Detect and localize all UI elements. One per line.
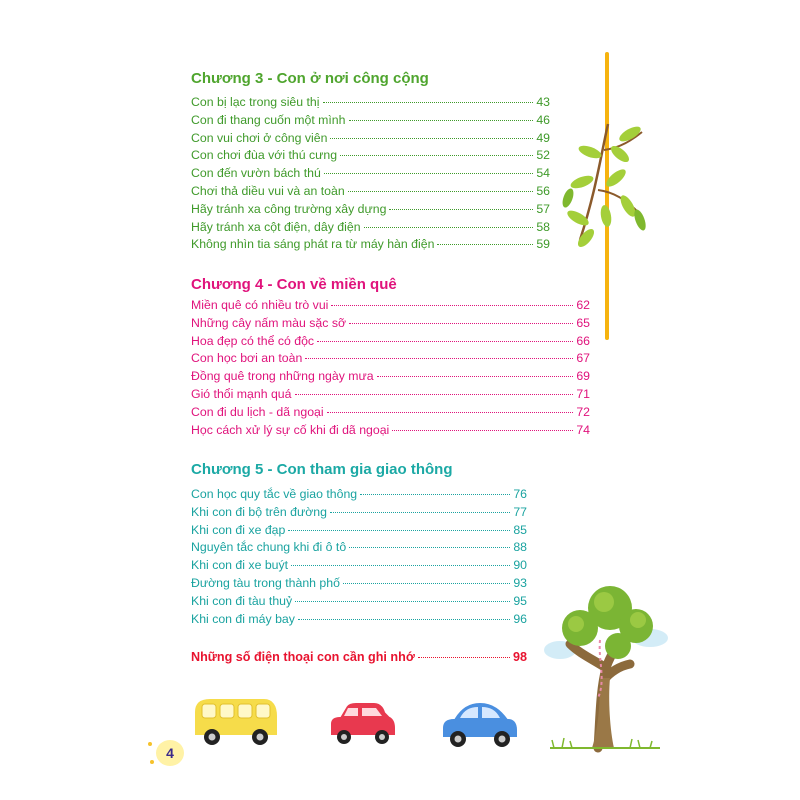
toc-entry[interactable] (191, 333, 590, 351)
toc-entry[interactable] (191, 504, 527, 522)
chapter-3-list (191, 94, 550, 254)
toc-entry-page: 62 (576, 298, 590, 312)
tree-icon (540, 580, 670, 750)
toc-entry-title: Con đi thang cuốn một mình (191, 112, 346, 127)
toc-entry[interactable] (191, 522, 527, 540)
toc-entry[interactable] (191, 649, 527, 667)
toc-entry-title: Khi con đi máy bay (191, 611, 295, 626)
toc-entry[interactable] (191, 386, 590, 404)
toc-leader-dots (360, 494, 510, 495)
toc-entry-title: Đường tàu trong thành phố (191, 575, 340, 590)
toc-leader-dots (317, 341, 573, 342)
toc-entry-title: Con học quy tắc về giao thông (191, 487, 358, 501)
toc-entry-page: 66 (576, 333, 590, 348)
toc-leader-dots (323, 102, 534, 103)
toc-entry-page: 90 (513, 558, 527, 573)
toc-leader-dots (340, 155, 533, 156)
toc-entry-title: Chơi thả diều vui và an toàn (191, 183, 345, 198)
yellow-bus-icon (190, 694, 282, 746)
toc-entry[interactable] (191, 611, 527, 629)
toc-leader-dots (331, 305, 573, 306)
toc-leader-dots (288, 530, 510, 531)
toc-entry[interactable] (191, 94, 550, 112)
toc-entry-page: 88 (513, 540, 527, 555)
toc-entry[interactable] (191, 315, 590, 333)
toc-entry-title: Con học bơi an toàn (191, 351, 303, 366)
toc-entry-title: Những cây nấm màu sặc sỡ (191, 315, 347, 330)
toc-entry-page: 59 (536, 237, 550, 252)
toc-entry[interactable] (191, 404, 590, 422)
toc-entry[interactable] (191, 147, 550, 165)
chapter-4-list (191, 297, 590, 439)
decor-dot (148, 742, 152, 746)
toc-leader-dots (437, 244, 533, 245)
chapter-5-list (191, 486, 527, 628)
toc-entry-title: Con bị lạc trong siêu thị (191, 95, 320, 109)
toc-entry-page: 52 (536, 148, 550, 163)
toc-leader-dots (305, 358, 573, 359)
toc-leader-dots (377, 376, 574, 377)
toc-entry-page: 72 (576, 404, 590, 419)
toc-entry-title: Học cách xử lý sự cố khi đi dã ngoại (191, 422, 390, 437)
toc-entry-page: 71 (576, 386, 590, 401)
toc-entry-title: Con chơi đùa với thú cưng (191, 148, 338, 163)
toc-leader-dots (298, 619, 510, 620)
decor-dot (150, 760, 154, 764)
toc-entry[interactable] (191, 575, 527, 593)
toc-leader-dots (389, 209, 533, 210)
toc-entry-page: 85 (513, 522, 527, 537)
toc-entry-page: 46 (536, 112, 550, 127)
toc-entry-title: Nguyên tắc chung khi đi ô tô (191, 540, 347, 555)
toc-entry-title: Con vui chơi ở công viên (191, 130, 328, 145)
page-number: 4 (156, 740, 184, 766)
chapter-3-title: Chương 3 - Con ở nơi công cộng (191, 70, 429, 87)
toc-leader-dots (349, 120, 534, 121)
toc-leader-dots (349, 323, 573, 324)
toc-leader-dots (348, 191, 534, 192)
toc-entry-title: Con đến vườn bách thú (191, 166, 321, 181)
toc-entry[interactable] (191, 297, 590, 315)
toc-leader-dots (343, 583, 510, 584)
toc-entry[interactable] (191, 539, 527, 557)
toc-leader-dots (330, 138, 533, 139)
toc-entry-page: 98 (512, 650, 527, 664)
toc-entry[interactable] (191, 112, 550, 130)
toc-entry-title: Khi con đi xe đạp (191, 522, 286, 537)
toc-entry-title: Miền quê có nhiều trò vui (191, 298, 329, 312)
toc-entry-page: 67 (576, 351, 590, 366)
toc-entry-title: Khi con đi xe buýt (191, 558, 289, 573)
toc-entry-page: 57 (536, 201, 550, 216)
toc-entry[interactable] (191, 219, 550, 237)
chapter-5-title: Chương 5 - Con tham gia giao thông (191, 461, 453, 478)
red-car-icon (326, 700, 398, 746)
toc-leader-dots (291, 565, 510, 566)
toc-entry-page: 76 (513, 487, 527, 501)
toc-entry[interactable] (191, 486, 527, 504)
toc-entry-page: 77 (513, 504, 527, 519)
toc-entry[interactable] (191, 130, 550, 148)
toc-entry-page: 65 (576, 315, 590, 330)
toc-entry-title: Khi con đi bộ trên đường (191, 504, 327, 519)
toc-entry-title: Không nhìn tia sáng phát ra từ máy hàn điện (191, 237, 435, 252)
phone-numbers-entry (191, 649, 527, 667)
toc-leader-dots (392, 430, 573, 431)
toc-entry-page: 96 (513, 611, 527, 626)
toc-entry[interactable] (191, 368, 590, 386)
toc-entry[interactable] (191, 422, 590, 440)
toc-entry-title: Hãy tránh xa công trường xây dựng (191, 201, 387, 216)
toc-entry-page: 54 (536, 166, 550, 181)
toc-entry-page: 95 (513, 593, 527, 608)
toc-entry-title: Đồng quê trong những ngày mưa (191, 369, 374, 384)
toc-entry-page: 49 (536, 130, 550, 145)
toc-entry-page: 56 (536, 183, 550, 198)
toc-leader-dots (295, 601, 510, 602)
toc-leader-dots (295, 394, 574, 395)
toc-entry-title: Hãy tránh xa cột điện, dây điện (191, 219, 361, 234)
blue-car-icon (438, 700, 522, 748)
toc-entry-page: 43 (536, 95, 550, 109)
toc-entry-title: Khi con đi tàu thuỷ (191, 593, 293, 608)
toc-entry-page: 93 (513, 575, 527, 590)
toc-leader-dots (364, 227, 534, 228)
toc-leader-dots (349, 547, 510, 548)
chapter-4-title: Chương 4 - Con về miền quê (191, 276, 397, 293)
toc-entry-title: Hoa đẹp có thể có độc (191, 333, 315, 348)
toc-entry-title: Gió thổi mạnh quá (191, 386, 292, 401)
toc-entry[interactable] (191, 183, 550, 201)
toc-entry-page: 69 (576, 369, 590, 384)
toc-entry[interactable] (191, 557, 527, 575)
toc-leader-dots (330, 512, 510, 513)
toc-entry[interactable] (191, 350, 590, 368)
toc-entry-title: Con đi du lịch - dã ngoại (191, 404, 324, 419)
toc-entry-page: 74 (576, 422, 590, 437)
toc-entry[interactable] (191, 165, 550, 183)
toc-entry[interactable] (191, 236, 550, 254)
toc-leader-dots (418, 657, 510, 658)
toc-leader-dots (327, 412, 574, 413)
leaf-branch-icon (560, 120, 650, 250)
toc-leader-dots (324, 173, 534, 174)
toc-entry-title: Những số điện thoại con cần ghi nhớ (191, 650, 415, 664)
toc-entry[interactable] (191, 593, 527, 611)
toc-entry[interactable] (191, 201, 550, 219)
toc-entry-page: 58 (536, 219, 550, 234)
